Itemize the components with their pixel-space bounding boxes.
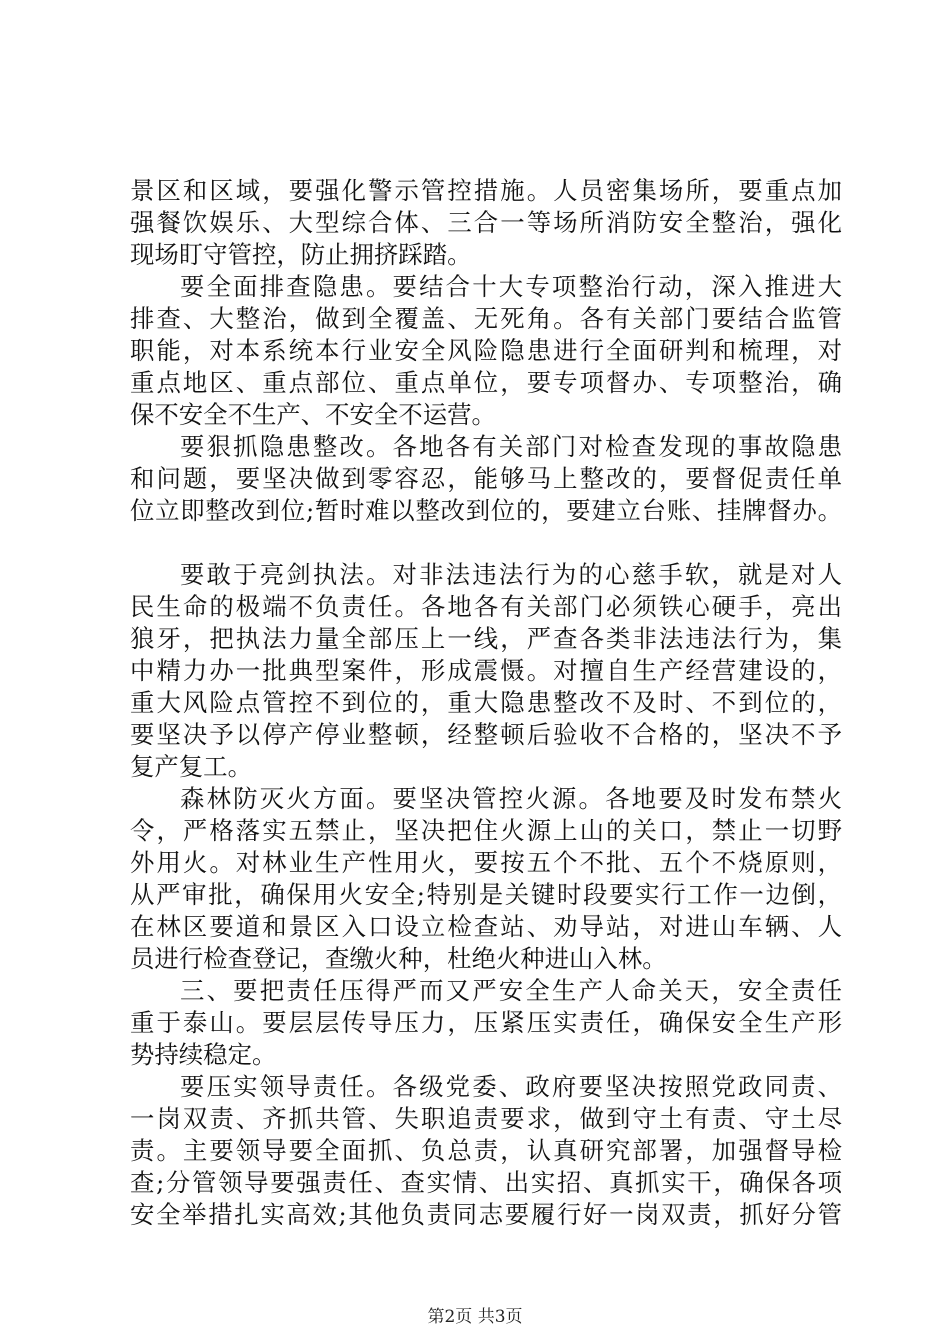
text-line: 要敢于亮剑执法。对非法违法行为的心慈手软，就是对人: [180, 560, 842, 589]
text-line: 一岗双责、齐抓共管、失职追责要求，做到守土有责、守土尽: [130, 1104, 842, 1133]
text-line: 重于泰山。要层层传导压力，压紧压实责任，确保安全生产形: [130, 1008, 842, 1037]
text-line: 重大风险点管控不到位的，重大隐患整改不及时、不到位的，: [130, 688, 842, 717]
text-line: 重点地区、重点部位、重点单位，要专项督办、专项整治，确: [130, 368, 842, 397]
text-line: 势持续稳定。: [130, 1040, 277, 1069]
text-line: 安全举措扎实高效;其他负责同志要履行好一岗双责，抓好分管: [130, 1200, 842, 1229]
text-line: 要坚决予以停产停业整顿，经整顿后验收不合格的，坚决不予: [130, 720, 842, 749]
text-line: 森林防灭火方面。要坚决管控火源。各地要及时发布禁火: [180, 784, 842, 813]
text-line: 职能，对本系统本行业安全风险隐患进行全面研判和梳理，对: [130, 336, 842, 365]
text-line: 责。主要领导要全面抓、负总责，认真研究部署，加强督导检: [130, 1136, 842, 1165]
page-footer: 第2页 共3页: [427, 1307, 523, 1327]
text-line: 令，严格落实五禁止，坚决把住火源上山的关口，禁止一切野: [130, 816, 842, 845]
text-line: 员进行检查登记，查缴火种，杜绝火种进山入林。: [130, 944, 667, 973]
document-body: [130, 175, 842, 1231]
text-line: 保不安全不生产、不安全不运营。: [130, 400, 496, 429]
text-line: 三、要把责任压得严而又严安全生产人命关天，安全责任: [180, 976, 842, 1005]
text-line: 要全面排查隐患。要结合十大专项整治行动，深入推进大: [180, 272, 842, 301]
text-line: 狼牙，把执法力量全部压上一线，严查各类非法违法行为，集: [130, 624, 842, 653]
text-line: 位立即整改到位;暂时难以整改到位的，要建立台账、挂牌督办。: [130, 496, 842, 525]
text-line: 排查、大整治，做到全覆盖、无死角。各有关部门要结合监管: [130, 304, 842, 333]
text-line: 从严审批，确保用火安全;特别是关键时段要实行工作一边倒，: [130, 880, 842, 909]
text-line: 要压实领导责任。各级党委、政府要坚决按照党政同责、: [180, 1072, 842, 1101]
text-line: 中精力办一批典型案件，形成震慑。对擅自生产经营建设的，: [130, 656, 842, 685]
text-line: 现场盯守管控，防止拥挤踩踏。: [130, 240, 472, 269]
text-line: 景区和区域，要强化警示管控措施。人员密集场所，要重点加: [130, 176, 842, 205]
text-line: 强餐饮娱乐、大型综合体、三合一等场所消防安全整治，强化: [130, 208, 842, 237]
text-line: 在林区要道和景区入口设立检查站、劝导站，对进山车辆、人: [130, 912, 842, 941]
text-line: 民生命的极端不负责任。各地各有关部门必须铁心硬手，亮出: [130, 592, 842, 621]
paragraph-gap: [130, 527, 842, 559]
text-line: 查;分管领导要强责任、查实情、出实招、真抓实干，确保各项: [130, 1168, 842, 1197]
text-line: 和问题，要坚决做到零容忍，能够马上整改的，要督促责任单: [130, 464, 842, 493]
text-line: 外用火。对林业生产性用火，要按五个不批、五个不烧原则，: [130, 848, 842, 877]
text-line: 要狠抓隐患整改。各地各有关部门对检查发现的事故隐患: [180, 432, 842, 461]
text-line: 复产复工。: [130, 752, 252, 781]
